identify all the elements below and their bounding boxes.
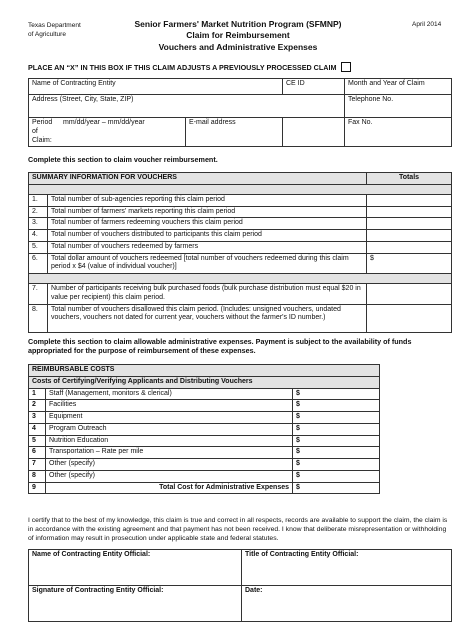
- cost-amount[interactable]: $: [293, 423, 380, 435]
- row-total[interactable]: [367, 194, 452, 206]
- entity-table: [28, 78, 452, 147]
- cost-number: 1: [29, 388, 46, 400]
- cost-amount[interactable]: $: [293, 447, 380, 459]
- cost-label: Transportation – Rate per mile: [46, 447, 293, 459]
- row-number: 3.: [29, 218, 48, 230]
- entity-name-field[interactable]: Name of Contracting Entity: [29, 79, 283, 95]
- row-number: 6.: [29, 253, 48, 274]
- cost-label: Program Outreach: [46, 423, 293, 435]
- cost-number: 4: [29, 423, 46, 435]
- agency-name: [28, 21, 118, 39]
- row-number: 1.: [29, 194, 48, 206]
- total-admin-amount[interactable]: $: [293, 482, 380, 494]
- adjust-notice-text: PLACE AN “X” IN THIS BOX IF THIS CLAIM ADJUSTS A PREVIOUSLY PROCESSED CLAIM: [28, 62, 337, 72]
- title-line-2: Claim for Reimbursement: [186, 30, 290, 41]
- telephone-field[interactable]: Telephone No.: [345, 95, 452, 118]
- costs-subheader: Costs of Certifying/Verifying Applicants and Distributing Vouchers: [29, 376, 380, 388]
- row-number: 2.: [29, 206, 48, 218]
- voucher-summary-table: [28, 172, 452, 333]
- cost-number: 8: [29, 470, 46, 482]
- row-total[interactable]: [367, 206, 452, 218]
- row-label: Total number of farmers' markets reporting this claim period: [48, 206, 367, 218]
- cost-number: 2: [29, 400, 46, 412]
- row-number: 5.: [29, 241, 48, 253]
- adjust-checkbox[interactable]: [341, 62, 351, 72]
- period-label: Period of Claim:: [32, 119, 53, 144]
- cost-amount[interactable]: $: [293, 470, 380, 482]
- row-total[interactable]: [367, 218, 452, 230]
- signature-field[interactable]: Signature of Contracting Entity Official:: [29, 586, 242, 622]
- cost-label: Equipment: [46, 412, 293, 424]
- cost-number: 6: [29, 447, 46, 459]
- certification-statement: I certify that to the best of my knowledge, this claim is true and correct in all respects, records are available to support the claim, the claim is in accordance with the existing agreement and that payment has not been received. I know that deliberate misrepresentation or withholding of information may result in prosecution under applicable state and federal statutes.: [28, 517, 448, 542]
- spacer-row: [29, 184, 452, 194]
- form-title: [118, 19, 358, 53]
- voucher-summary-header: SUMMARY INFORMATION FOR VOUCHERS: [29, 173, 367, 185]
- email-field-extra[interactable]: [283, 118, 345, 147]
- row-total[interactable]: [367, 230, 452, 242]
- row-number: 4.: [29, 230, 48, 242]
- cost-label: Nutrition Education: [46, 435, 293, 447]
- title-line-3: Vouchers and Administrative Expenses: [158, 41, 318, 52]
- form-date: April 2014: [412, 21, 442, 28]
- row-label: Total number of sub-agencies reporting this claim period: [48, 194, 367, 206]
- cost-amount[interactable]: $: [293, 400, 380, 412]
- spacer-row: [29, 274, 452, 284]
- ce-id-field[interactable]: CE ID: [283, 79, 345, 95]
- period-format: mm/dd/year – mm/dd/year: [59, 118, 186, 146]
- agency-line-2: of Agriculture: [28, 31, 66, 39]
- reimbursable-costs-header: REIMBURSABLE COSTS: [29, 365, 380, 377]
- cost-label: Other (specify): [46, 459, 293, 471]
- cost-amount[interactable]: $: [293, 388, 380, 400]
- row-total[interactable]: [367, 284, 452, 305]
- fax-field[interactable]: Fax No.: [345, 118, 452, 147]
- voucher-intro: Complete this section to claim voucher reimbursement.: [28, 155, 218, 164]
- email-label: E-mail address: [189, 119, 236, 126]
- row-total[interactable]: [367, 241, 452, 253]
- official-name-field[interactable]: Name of Contracting Entity Official:: [29, 550, 242, 586]
- row-label: Total number of vouchers disallowed this claim period. (Includes: unsigned vouchers, undated vouchers, vouchers not dated for current year, vouchers without the farmer's ID number.): [48, 304, 367, 332]
- cost-amount[interactable]: $: [293, 412, 380, 424]
- cost-number: 7: [29, 459, 46, 471]
- month-year-field[interactable]: Month and Year of Claim: [345, 79, 452, 95]
- cost-label: Other (specify): [46, 470, 293, 482]
- admin-costs-table: [28, 364, 380, 494]
- row-number: 8.: [29, 304, 48, 332]
- cost-label: Staff (Management, monitors & clerical): [46, 388, 293, 400]
- signature-table: [28, 549, 452, 622]
- row-label: Number of participants receiving bulk purchased foods (bulk purchase distribution must equal $20 in value per recipient) this claim period.: [48, 284, 367, 305]
- date-field[interactable]: Date:: [242, 586, 452, 622]
- row-number: 7.: [29, 284, 48, 305]
- official-title-field[interactable]: Title of Contracting Entity Official:: [242, 550, 452, 586]
- cost-label: Facilities: [46, 400, 293, 412]
- cost-amount[interactable]: $: [293, 459, 380, 471]
- cost-number: 3: [29, 412, 46, 424]
- row-total[interactable]: $: [367, 253, 452, 274]
- cost-number: 5: [29, 435, 46, 447]
- row-label: Total number of vouchers redeemed by farmers: [48, 241, 367, 253]
- total-admin-label: Total Cost for Administrative Expenses: [46, 482, 293, 494]
- cost-number: 9: [29, 482, 46, 494]
- admin-intro: Complete this section to claim allowable administrative expenses. Payment is subject to the availability of funds appropriated for the purpose of reimbursement of these expenses.: [28, 337, 412, 356]
- row-label: Total number of farmers redeeming vouchers this claim period: [48, 218, 367, 230]
- adjust-notice: [28, 62, 351, 72]
- totals-header: Totals: [367, 173, 452, 185]
- row-label: Total dollar amount of vouchers redeemed [total number of vouchers redeemed during this claim period x $4 (value of individual voucher)]: [48, 253, 367, 274]
- address-field[interactable]: Address (Street, City, State, ZIP): [29, 95, 345, 118]
- row-label: Total number of vouchers distributed to participants this claim period: [48, 230, 367, 242]
- cost-amount[interactable]: $: [293, 435, 380, 447]
- agency-line-1: Texas Department: [28, 22, 81, 29]
- row-total[interactable]: [367, 304, 452, 332]
- title-line-1: Senior Farmers' Market Nutrition Program (SFMNP): [134, 19, 342, 29]
- period-field[interactable]: [29, 118, 283, 147]
